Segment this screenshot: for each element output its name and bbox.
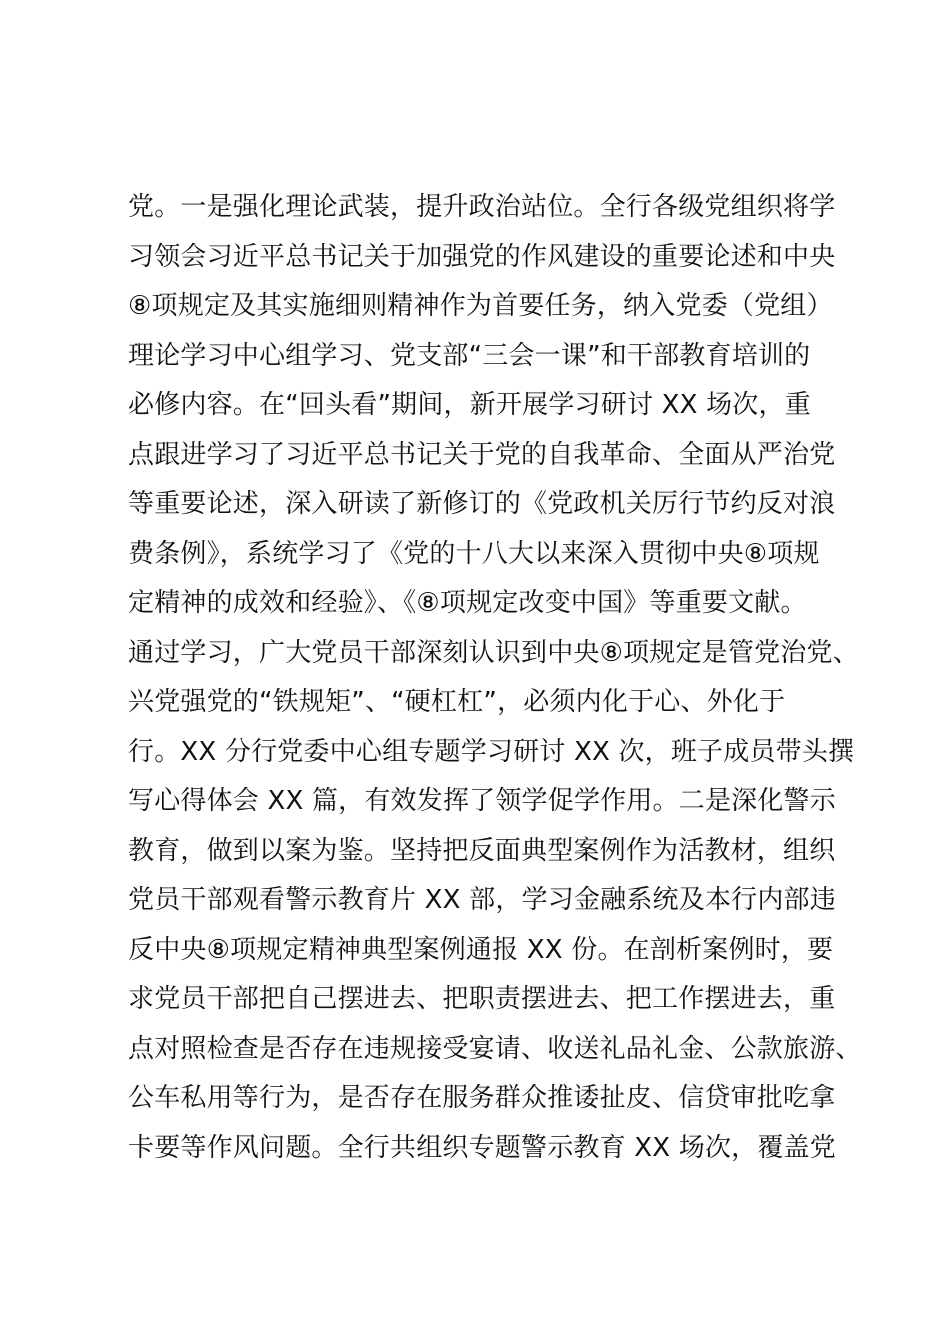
text-line: 兴党强党的“铁规矩”、“硬杠杠”，必须内化于心、外化于 [128,687,786,717]
text-line: 等重要论述，深入研读了新修订的《党政机关厉行节约反对浪 [128,489,836,519]
text-line: 写心得体会 XX 篇，有效发挥了领学促学作用。二是深化警示 [128,786,836,816]
text-line: 党员干部观看警示教育片 XX 部，学习金融系统及本行内部违 [128,885,836,915]
text-line: 反中央⑧项规定精神典型案例通报 XX 份。在剖析案例时，要 [128,934,834,965]
text-line: 教育，做到以案为鉴。坚持把反面典型案例作为活教材，组织 [128,835,836,866]
body-paragraph [128,183,862,1173]
text-line: 公车私用等行为，是否存在服务群众推诿扯皮、信贷审批吃拿 [128,1083,836,1113]
text-line: 定精神的成效和经验》、《⑧项规定改变中国》等重要文献。 [128,588,807,618]
text-line: 习领会习近平总书记关于加强党的作风建设的重要论述和中央 [128,241,836,272]
text-line: 点对照检查是否存在违规接受宴请、收送礼品礼金、公款旅游、 [128,1033,862,1064]
text-line: 卡要等作风问题。全行共组织专题警示教育 XX 场次，覆盖党 [128,1132,836,1163]
text-line: 必修内容。在“回头看”期间，新开展学习研讨 XX 场次，重 [128,390,811,420]
text-line: ⑧项规定及其实施细则精神作为首要任务，纳入党委（党组） [128,291,833,321]
text-line: 行。XX 分行党委中心组专题学习研讨 XX 次，班子成员带头撰 [128,736,855,767]
text-line: 求党员干部把自己摆进去、把职责摆进去、把工作摆进去，重 [128,984,836,1014]
text-line: 理论学习中心组学习、党支部“三会一课”和干部教育培训的 [128,340,811,371]
text-line: 点跟进学习了习近平总书记关于党的自我革命、全面从严治党 [128,439,836,470]
text-line: 费条例》，系统学习了《党的十八大以来深入贯彻中央⑧项规 [128,538,820,569]
text-line: 党。一是强化理论武装，提升政治站位。全行各级党组织将学 [128,192,836,222]
text-line: 通过学习，广大党员干部深刻认识到中央⑧项规定是管党治党、 [128,637,859,668]
